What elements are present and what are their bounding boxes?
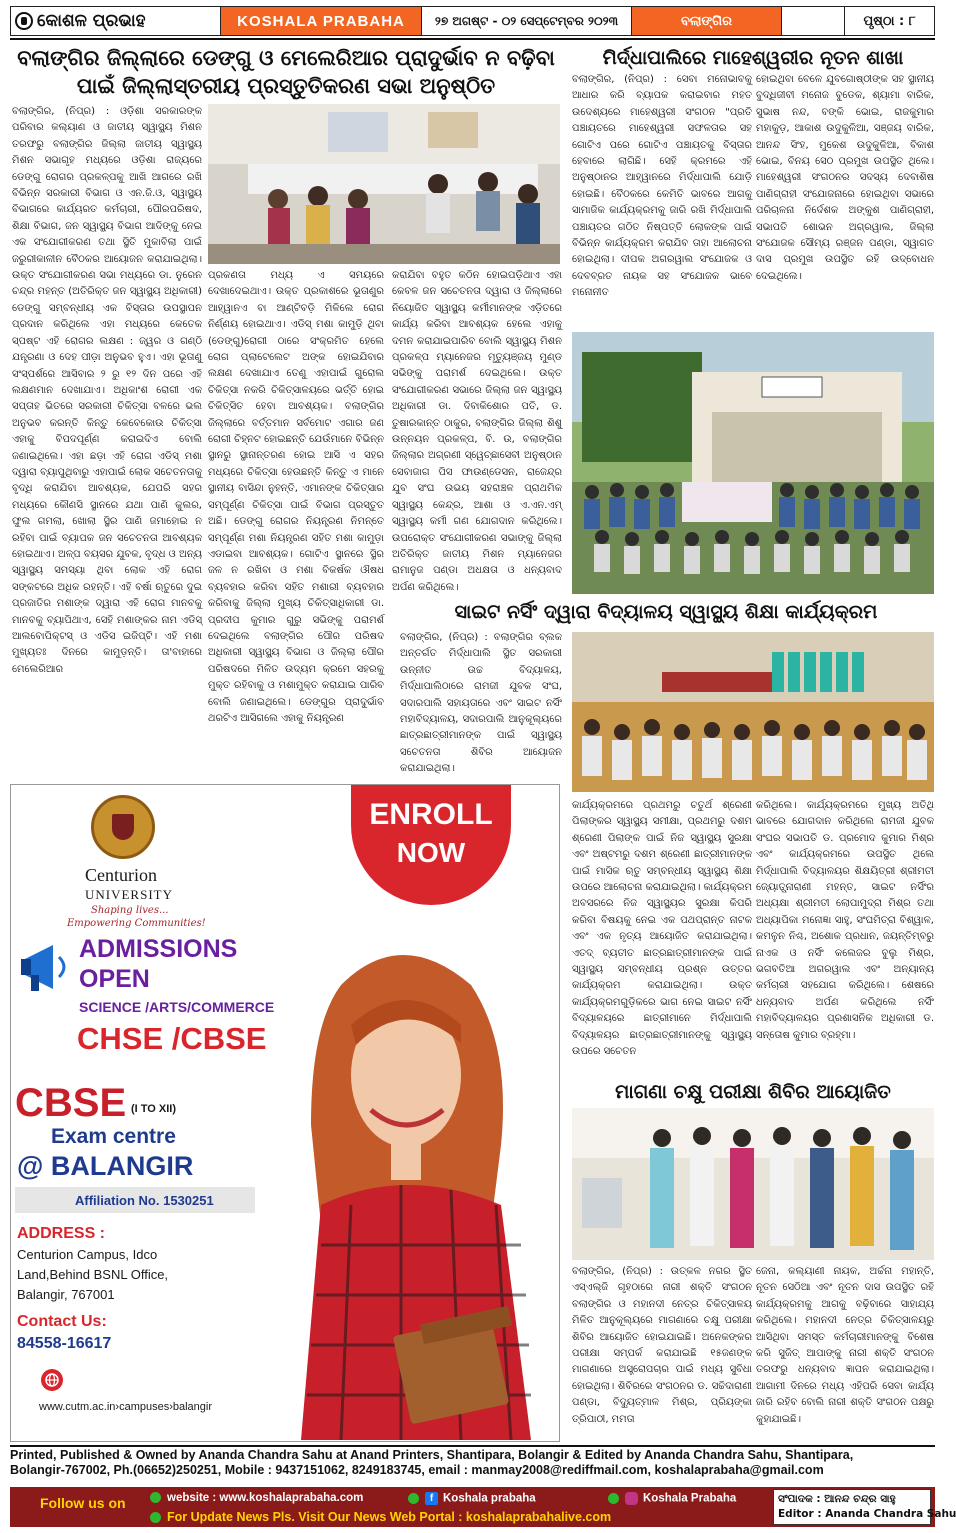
article3-intro: ବଲାଙ୍ଗିର, (ନିପ୍ର) : ବଲାଙ୍ଗିର ବ୍ଲକ ଅନ୍ତର୍ଗତ ମିର୍ଦ୍ଧାପାଲି ସ୍ଥିତ ସରକାରୀ ଉନ୍ନୀତ ଉଚ୍ଚ ବିଦ୍ୟାଳୟ, ମିର୍ଦ୍ଧାପାଲିଠାରେ ରାମଜୀ ଯୁବକ ସଂଘ, ସଦାରପାଲି ସହାୟତାରେ ଏବଂ ସାଇଟ ନର୍ସିଂ ମହାବିଦ୍ୟାଳୟ, ସଦାରପାଲି ଆନୁକୂଲ୍ୟରେ ଛାତ୍ରଛାତ୍ରୀମାନଙ୍କ ପାଇଁ ସ୍ୱାସ୍ଥ୍ୟ ସଚେତନତା ଶିବିର ଆୟୋଜନ କରାଯାଇଥିଲା। bbox=[400, 632, 562, 775]
bullet-icon bbox=[408, 1493, 419, 1504]
page-number: ପୃଷ୍ଠା : ୮ bbox=[844, 7, 934, 35]
logo-icon bbox=[15, 12, 33, 30]
newspaper-name: KOSHALA PRABAHA bbox=[221, 7, 421, 35]
university-crest-icon bbox=[91, 795, 155, 859]
masthead-spacer bbox=[781, 7, 844, 35]
article1-meeting-photo bbox=[208, 104, 560, 264]
footer-portal-text: For Update News Pls. Visit Our News Web Portal : koshalaprabahalive.com bbox=[167, 1510, 612, 1524]
article1-column3: କରାଯିବା ବହୁତ କଠିନ ହୋଇପଡ଼ିଥାଏ ଏହା କେବଳ ଜନ ସଚେତନତା ଦ୍ୱାରା ଓ ଜିଲ୍ଲାରେ ନିୟୋଜିତ ସ୍ୱାସ୍ଥ୍ୟ କର୍ମୀମାନଙ୍କ ଏଡ଼ିତରେ କାର୍ଯ୍ୟ କରିବା ଆବଶ୍ୟକ ହେଲେ ଏହାକୁ ଦମନ କରାଯାଇପାରିବ ବୋଲି ସ୍ୱାସ୍ଥ୍ୟ ମିଶନ ପ୍ରକଳ୍ପ ମ୍ୟାନେଜର ମୃତ୍ୟୁଞ୍ଜୟ ମୁଣ୍ଡ ସଭିଙ୍କୁ ପରାମର୍ଶ ଦେଇଥିଲେ। ଉକ୍ତ ସଂଯୋଗୀକରଣ ସଭାରେ ଜିଲ୍ଲା ଜନ ସ୍ୱାସ୍ଥ୍ୟ ଅଧିକାରୀ ଡା. ଦିବାକିଶୋର ପତି, ଡ. ତୁଷାରକାନ୍ତ ଠାକୁର, ବଲାଙ୍ଗିର ଜିଲ୍ଲା ଶିଶୁ ଉନ୍ନୟନ ପ୍ରକଳ୍ପ, ବି. ଉ, ବଲାଙ୍ଗିର ଜିଲ୍ଲାର ଅଗ୍ରଣୀ ସ୍ୱେଚ୍ଛାସେବୀ ଅନୁଷ୍ଠାନ ସେବାଜାଗ ପିସ ଫାଉଣ୍ଡେସନ, ରାଜେନ୍ଦ୍ର ଯୁବ ସଂଘ ଉଭୟ ସହରାଞ୍ଚଳ ପ୍ରାଥମିକ ସ୍ୱାସ୍ଥ୍ୟ କେନ୍ଦ୍ର, ଆଶା ଓ ଏ.ଏନ.ଏମ୍ ସ୍ୱାସ୍ଥ୍ୟ କର୍ମୀ ଗଣ ଯୋଗଦାନ କରିଥିଲେ। ଉପରୋକ୍ତ ସଂଯୋଗୀକରଣ ସଭାଙ୍କୁ ଜିଲ୍ଲା ଅତିରିକ୍ତ ଜାତୀୟ ମିଶନ ମ୍ୟାନେଜର ରାମାନୁଜ ପଣ୍ଡା ଅଧକ୍ଷତା ଓ ଧନ୍ୟବାଦ ଅର୍ପଣ କରିଥିଲେ। bbox=[392, 270, 562, 593]
ad-university-word: UNIVERSITY bbox=[85, 887, 173, 902]
centurion-university-ad[interactable] bbox=[10, 784, 560, 1442]
article3-column1: କାର୍ଯ୍ୟକ୍ରମରେ ପ୍ରଥମରୁ ଚତୁର୍ଥ ଶ୍ରେଣୀ ପିଲାଙ୍କର ସ୍ୱାସ୍ଥ୍ୟ ସମୀକ୍ଷା, ପ୍ରଥମରୁ ଦଶମ ଶ୍ରେଣୀ ପିଲାଙ୍କ ପାଇଁ ନିଜ ସ୍ୱାସ୍ଥ୍ୟ ସୁରକ୍ଷା ଏବଂ ଅଷ୍ଟମରୁ ଦଶମ ଶ୍ରେଣୀ ଛାତ୍ରୀମାନଙ୍କ ପାଇଁ ମାସିକ ଋତୁ ସମ୍ବନ୍ଧୀୟ ସ୍ୱାସ୍ଥ୍ୟ ଶିକ୍ଷା ଉପରେ ଆଲୋଚନା କରାଯାଇଥିଲା। କାର୍ଯ୍ୟକ୍ରମ ଅବସରରେ ନିଜ ସ୍ୱାସ୍ଥ୍ୟର ସୁରକ୍ଷା କିପରି କରିବା ବିଷୟକୁ ନେଇ ଏକ ପଥପ୍ରାନ୍ତ ନାଟକ ଏବଂ ଏକ ନୃତ୍ୟ ଆୟୋଜିତ କରାଯାଇଥିଲା। ଏତଦ୍ ବ୍ୟତୀତ ଛାତ୍ରଛାତ୍ରୀମାନଙ୍କ ପାଇଁ ସ୍ୱାସ୍ଥ୍ୟ ସମ୍ବନ୍ଧୀୟ ପ୍ରଶ୍ନ ଉତ୍ତର କାର୍ଯ୍ୟକ୍ରମ କରାଯାଇଥିଲା। ଉକ୍ତ କାର୍ଯ୍ୟକ୍ରମଗୁଡ଼ିକରେ ଭାଗ ନେଇ ସାଇଟ ନର୍ସିଂ ବିଦ୍ୟାଳୟରେ ଛାତ୍ରୀମାନେ ମିର୍ଦ୍ଧାପାଲି ବିଦ୍ୟାଳୟର ଛାତ୍ରଛାତ୍ରୀମାନଙ୍କୁ ସ୍ୱାସ୍ଥ୍ୟ ଉପରେ ସଚେତନ bbox=[572, 800, 752, 1058]
ad-university-name: Centurion bbox=[85, 865, 157, 885]
masthead-rule bbox=[10, 38, 935, 40]
ad-contact-phone[interactable]: 84558-16617 bbox=[17, 1335, 112, 1352]
ad-contact-label: Contact Us: bbox=[17, 1313, 107, 1330]
imprint-line2: Bolangir-767002, Ph.(06652)250251, Mobile : 9437151062, 8249183745, email : manmay2008@rediffmail.com, koshalaprabaha@gmail.com bbox=[10, 1463, 824, 1477]
article4-column2: ଜେନା, କଲ୍ୟାଣୀ ନାୟକ, ଅର୍ଚ୍ଚନା ମହାନ୍ତି, ନୂତନ ସେଠିଆ ଏବଂ ନୂତନ ଦାସ ଉପସ୍ଥିତ ରହି କାର୍ଯ୍ୟକ୍ରମକୁ ଆଗକୁ ବଢ଼ିବାରେ ସାହାଯ୍ୟ କରିଥିଲେ। ମହାନଦୀ ନେତ୍ର ଚିକିତ୍ସାଳୟରୁ ଆସିଥିବା ସମସ୍ତ କର୍ମଚାରୀମାନଙ୍କୁ ବିଶେଷ କରି ସୁଜିତ୍ ଆପାଙ୍କୁ ନାରୀ ଶକ୍ତି ସଂଗଠନ ତରଫରୁ ଧନ୍ୟବାଦ ଜ୍ଞାପନ କରାଯାଇଥିଲା। ଆଗାମୀ ଦିନରେ ମଧ୍ୟ ଏହିପରି ସେବା କାର୍ଯ୍ୟ ଜାରି ରହିବ ବୋଲି ନାରୀ ଶକ୍ତି ସଂଗଠନ ପକ୍ଷରୁ କୁହାଯାଇଛି। bbox=[756, 1266, 934, 1425]
article4-column1: ବଲାଙ୍ଗିର, (ନିପ୍ର) : ଉତ୍କଳ ନଗର ସ୍ଥିତ ଏସ୍‌ଏଲ୍‌ଜି ଗୃହଠାରେ ନାରୀ ଶକ୍ତି ସଂଗଠନ ବଲାଙ୍ଗିର ଓ ମହାନଦୀ ନେତ୍ର ଚିକିତ୍ସାଳୟ ମିଳିତ ଆନୁକୂଲ୍ୟରେ ମାଗଣାରେ ଚକ୍ଷୁ ପରୀକ୍ଷା ଶିବିର ଆୟୋଜିତ ହୋଇଯାଇଛି। ଅନେକଙ୍କର ପରୀକ୍ଷା ସମ୍ପର୍କ କରାଯାଇଛି ୧୫ଜଣଙ୍କ ମାଗଣାରେ ଅସ୍ତ୍ରୋପଚାର ପାଇଁ ମଧ୍ୟ ସୁବିଧା ହୋଇଥିଲା। ଶିବିରରେ ସଂଗଠନର ଡ. ସଚ୍ଚିଦାରାଣୀ ପଣ୍ଡା, ବିଦ୍ୟୁତ୍‌ମାଳ ମିଶ୍ର, ପ୍ରିୟଙ୍କା ତ୍ରିପାଠୀ, ମମତା bbox=[572, 1266, 752, 1425]
footer-instagram-link[interactable] bbox=[608, 1492, 736, 1505]
ad-streams: SCIENCE /ARTS/COMMERCE bbox=[79, 999, 275, 1015]
enroll-label: ENROLL bbox=[369, 798, 493, 831]
ad-at-city: @ BALANGIR bbox=[17, 1151, 194, 1181]
footer-portal-link[interactable] bbox=[150, 1510, 611, 1524]
editor-box bbox=[773, 1489, 956, 1525]
editor-odia: ସଂପାଦକ : ଆନନ୍ଦ ଚନ୍ଦ୍ର ସାହୁ bbox=[778, 1493, 896, 1505]
imprint-line1: Printed, Published & Owned by Ananda Chandra Sahu at Anand Printers, Shantipara, Bolangir & Edited by Ananda Chandra Sahu, Shantipara, bbox=[10, 1448, 854, 1462]
ad-affiliation: Affiliation No. 1530251 bbox=[75, 1193, 214, 1208]
article1-headline: ବଲାଙ୍ଗିର ଜିଲ୍ଲାରେ ଡେଙ୍ଗୁ ଓ ମେଲେରିଆର ପ୍ରାଦୁର୍ଭାବ ନ ବଢ଼ିବା ପାଇଁ ଜିଲ୍ଲାସ୍ତରୀୟ ପ୍ରସ୍ତୁତିକରଣ ସଭା ଅନୁଷ୍ଠିତ bbox=[17, 46, 555, 98]
globe-icon bbox=[41, 1369, 63, 1391]
footer-facebook-text: Koshala prabaha bbox=[443, 1492, 536, 1505]
follow-us-label: Follow us on bbox=[40, 1495, 126, 1511]
article3-headline: ସାଇଟ ନର୍ସିଂ ଦ୍ୱାରା ବିଦ୍ୟାଳୟ ସ୍ୱାସ୍ଥ୍ୟ ଶିକ୍ଷା କାର୍ଯ୍ୟକ୍ରମ bbox=[454, 601, 878, 623]
article2-column2: ହୋଇଥିବା ବେଳେ ଯୁବଗୋଷ୍ଠୀଙ୍କ ସହ ସ୍ଥାନୀୟ ବୁଦ୍ଧିଜୀବୀ ମନୋଜ ବୁଡେକ, ଶ୍ୟାମା ବାରିକ, ସୁଭାଷ ନନ୍ଦ, ବଙ୍କି ଭୋଇ, ରାଜକୁମାର ମହାକୁଡ଼, ଆକାଶ ଉଦୁକୁଳିଆ, ସଞ୍ଜୟ ବାରିକ, ଆନନ୍ଦ ସିଂହ, ମୁକେଶ ଉଦୁକୁଳିଆ, ବିକାଶ ଭୋଇ, ବିନୟ ସେଠ ପ୍ରମୁଖ ଉପସ୍ଥିତ ଥିଲେ। ମାହେଶ୍ୱରୀ ସଂଗଠନର ସଦସ୍ୟ ଦେବାଶିଷ ପାଣିଗ୍ରାହୀ ସଂଯୋଜନାରେ ହୋଇଥିବା ସଭାରେ ପରିଚାଳନା ନିର୍ଦେଶକ ଅଙ୍କୁଶ ପାଣିଗ୍ରାହୀ, ସଭାପତି ଶୋଭନ ଅଗ୍ରୱାଲ, ଜିଲ୍ଲା ସଂଯୋଜକ ସୌମ୍ୟ ରଞ୍ଜନ ପଣ୍ଡା, ସ୍ୱାଗତ ଦାସ ପ୍ରମୁଖ ଉପସ୍ଥିତ ରହି ଉଦ୍‌ବୋଧନ ଦେଇଥିଲେ। bbox=[756, 74, 934, 282]
newspaper-logo bbox=[11, 7, 221, 35]
edition-place: ବଲାଙ୍ଗିର bbox=[631, 7, 781, 35]
footer-website-text: website : www.koshalaprabaha.com bbox=[167, 1492, 364, 1504]
article1-column1: ବଲାଙ୍ଗିର, (ନିପ୍ର) : ଓଡ଼ିଶା ସରକାରଙ୍କ ପରିବାର କଲ୍ୟାଣ ଓ ଜାତୀୟ ସ୍ୱାସ୍ଥ୍ୟ ମିଶନ ତରଫରୁ ବଲାଙ୍ଗିର ଜିଲ୍ଲା ଜାତୀୟ ସ୍ୱାସ୍ଥ୍ୟ ମିଶନ ସଭାଗୃହ ମଧ୍ୟରେ ଓଡ଼ିଶା ରାଜ୍ୟରେ ଡେଙ୍ଗୁ ରୋଗର ପ୍ରକଳ୍ପକୁ ଆଖି ଆଗରେ ରଖି ବିଭିନ୍ନ ସରକାରୀ ବିଭାଗ ଓ ଏନ.ଜି.ଓ, ସ୍ୱାସ୍ଥ୍ୟ ବିଭାଗରେ କାର୍ଯ୍ୟରତ କର୍ମଚାରୀ, ପୌରପରିଷଦ, ଶିକ୍ଷା ବିଭାଗ, ଜନ ସ୍ୱାସ୍ଥ୍ୟ ବିଭାଗ ଆଦିଙ୍କୁ ନେଇ ଏକ ସଂଯୋଗୀକରଣ ତଥା ସ୍ଥିତି ମୁକାବିଲା ପାଇଁ ଜରୁରୀକାଳୀନ ବୈଠକର ଆୟୋଜନ କରାଯାଇଥିଲା। ଉକ୍ତ ସଂଯୋଗୀକରଣ ସଭା ମଧ୍ୟରେ ଡା. ନୁରେନ ଚନ୍ଦ୍ର ମହନ୍ତ (ଅତିରିକ୍ତ ଜନ ସ୍ୱାସ୍ଥ୍ୟ ଅଧିକାରୀ) ଡେଙ୍ଗୁ ସମ୍ବନ୍ଧୀୟ ଏକ ବିସ୍ତାର ଉପସ୍ଥାପନ ପ୍ରଦାନ କରିଥିଲେ ଏହା ମଧ୍ୟରେ କେତେକ ସ୍ପଷ୍ଟ ଏହି ରୋଗର ଲକ୍ଷଣ : ଜ୍ୱର ଓ ଗଣ୍ଠି ଯନ୍ତ୍ରଣା ଓ ଦେହ ପୀଡ଼ା ଅନୁଭବ ହୁଏ। ଏହା ଭୂତାଣୁ ସଂସ୍ପର୍ଶରେ ଆସିବାର ୨ ରୁ ୧୨ ଦିନ ପରେ ଏହି ଲକ୍ଷଣମାନ ଦେଖାଯାଏ। ଅଧିକାଂଶ ରୋଗୀ ଏକ ସପ୍ତାହ ଭିତରେ ସରକାରୀ ଚିକିତ୍ସା ବଳରେ ଭଲ ଅନୁଭବ କରନ୍ତି କିନ୍ତୁ କେବେକୋଉ ଚିକିତ୍ସା ଏହାକୁ ବିପଦପୂର୍ଣ୍ଣ କରାଇଦିଏ ବୋଲି ଜଣାଇଥିଲେ। ଏହା ଛଡ଼ା ଏହି ରୋଗ ଏଡିସ୍ ମଶା ଦ୍ୱାରା ବ୍ୟାପୁଥିବାରୁ ଏହାପାଇଁ ଲୋକ ସଚେତନତାକୁ ବୃଦ୍ଧି କରାଯିବା ଆବଶ୍ୟକ, ଯେପରି ସହର ମଧ୍ୟରେ କୌଣସି ସ୍ଥାନରେ ଯଥା ପାଣି କୁଲର, ଫୁଲ ଗମଲା, ଖୋଲା ସ୍ଥିର ପାଣି ଜମାହୋଇ ନ ରହିବା ପାଇଁ ବ୍ୟାପକ ଜନ ସଚେତନତା ଆବଶ୍ୟକ ହୋଇଥାଏ। ଅଳ୍ପ ବୟସର ଯୁବକ, ବୃଦ୍ଧ ଓ ଅନ୍ୟ ସ୍ୱାସ୍ଥ୍ୟ ସମସ୍ୟା ଥିବା ଲୋକ ଏହି ରୋଗ ସଙ୍କଟରେ ଅଧିକ ରହନ୍ତି। ଏହି ବର୍ଷା ଋତୁରେ ଦୁଇ ପ୍ରଜାତିର ମଶାଙ୍କ ଦ୍ୱାରା ଏହି ରୋଗ ମାନବକୁ ମାନବକୁ ବ୍ୟାପିଥାଏ, ସେହି ମଶାଙ୍କର ନାମ ଏଡିସ୍ ଆଲବୋପିକ୍ଟସ୍ ଓ ଏଡିସ ଇଜିପ୍ଟି। ଏହି ମଶା ମୁଖ୍ୟତଃ ଦିନରେ କାମୁଡ଼ନ୍ତି। ତା'ବାହାରେ ମେଲେରିଆର bbox=[12, 106, 202, 675]
issue-date: ୨୭ ଅଗଷ୍ଟ - ୦୨ ସେପ୍ଟେମ୍ବର ୨୦୨୩ bbox=[421, 7, 631, 35]
article2-column1: ବଲାଙ୍ଗିର, (ନିପ୍ର) : ସେବା ମନୋଭାବକୁ ଆଧାର କରି ବ୍ୟାପକ କରାଇବାର ମହତ ଉଦେଶ୍ୟରେ ମାହେଶ୍ୱରୀ ସଂଗଠନ "ପ୍ରତି ପଞ୍ଚାୟତରେ ମାହେଶ୍ୱରୀ ସଫଳତାର ସହ ଗୋଟିଏ ପରେ ଗୋଟିଏ ପଞ୍ଚାୟତକୁ ବିସ୍ତାର ହେବାରେ ଲାଗିଛି। ସେହି କ୍ରମରେ ଏହି ଅନୁଷ୍ଠାନର ଆହ୍ୱାନରେ ମିର୍ଦ୍ଧାପାଲି ଯୋଡ଼ି ହୋଇଛି। ବୈଠକରେ କେମିତି ଭାବରେ ଆଗକୁ ସାମାଜିକ କାର୍ଯ୍ୟକ୍ରମକୁ ଜାରି ରଖି ମିର୍ଦ୍ଧାପାଲି ପଞ୍ଚାୟତର ଗଠିତ ନିଷ୍ପତ୍ତି ଲୋକଙ୍କ ପାଇଁ ବିଭିନ୍ନ କାର୍ଯ୍ୟକ୍ରମ କରାଯିବ ତାହା ଆଲୋଚନା ହୋଇଥିଲା। ଦୀପକ ଅଗରୱାଲ ସଂଯୋଜକ ଓ ଦେବବ୍ରତ ନାୟକ ସହ ସଂଯୋଜକ ଭାବେ ମନୋନୀତ bbox=[572, 74, 752, 299]
ad-address-label: ADDRESS : bbox=[17, 1225, 106, 1242]
ad-cbse: CBSE bbox=[15, 1081, 127, 1125]
logo-text: କୋଶଳ ପ୍ରଭାହ bbox=[37, 11, 146, 31]
article1-column2: ପ୍ରକଣତା ମଧ୍ୟ ଏ ସମୟରେ ଦେଖାଦେଇଥାଏ। ଉକ୍ତ ପ୍ରକାଶରେ ଭୂତାଣୁର ଆହ୍ୱାନଏ ବା ଆଣ୍ଟିବଡ଼ି ମିଳିଲେ ରୋଗ ନିର୍ଣ୍ଣୟ ହୋଇଥାଏ। ଏଡିସ୍ ମଶା କାମୁଡ଼ି ଥିବା (ଡେଙ୍ଗୁ)ରୋଗୀ ଠାରେ ସଂକ୍ରମିତ ହେଲେ ରୋଗ ପ୍ଲାଟେଲେଟ ଅଙ୍କ ହୋଇଯିବାର ଲକ୍ଷଣ ଦେଖାଯାଏ ତେଣୁ ଏହାପାଇଁ ଗୁରୋଲ ଚିକିତ୍ସା ନକରି ଚିକିତ୍ସାଳୟରେ ଭର୍ତ୍ତି ହୋଇ ଚିକିତ୍ସିତ ହେବା ଆବଶ୍ୟକ। ବଲାଙ୍ଗିର ଜିଲ୍ଲାରେ ବର୍ତ୍ତମାନ ସର୍ବମୋଟ ଏଗାର ଜଣ ରୋଗୀ ଚିହ୍ନଟ ହୋଇଛନ୍ତି ଯେଉଁମାନେ ବିଭିନ୍ନ ସ୍ଥାନରୁ ସ୍ଥାନାନ୍ତରଣ ହୋଇ ଆସି ଏ ସହର ମଧ୍ୟରେ ଚିକିତ୍ସା ହେଉଛନ୍ତି କିନ୍ତୁ ଏ ମାନେ ସ୍ଥାନୀୟ ବାସିନ୍ଦା ନୁହନ୍ତି, ଏମାନଙ୍କ ଚିକିତ୍ସାର ସମ୍ପୂର୍ଣ୍ଣ ଚିକିତ୍ସା ପାଇଁ ବିଭାଗ ପ୍ରସ୍ତୁତ ଅଛି। ଡେଙ୍ଗୁ ରୋଗର ନିୟନ୍ତ୍ରଣ ନିମନ୍ତେ ସମ୍ପୂର୍ଣ୍ଣ ମଶା ନିୟନ୍ତ୍ରଣ ସହିତ ମଶା କାମୁଡ଼ା ଏଡାଇବା ଆବଶ୍ୟକ। ଗୋଟିଏ ସ୍ଥାନରେ ସ୍ଥିର ଜଳ ନ ରଖିବା ଓ ମଶା ବିକର୍ଷକ ଔଷଧ ବ୍ୟବହାର କରିବା ସହିତ ମଶାରୀ ବ୍ୟବହାର କରିବାକୁ ଜିଲ୍ଲା ମୁଖ୍ୟ ଚିକିତ୍ସାଧିକାରୀ ଡା. ପ୍ରଦୀପ କୁମାର ଗୁରୁ ସଭିଙ୍କୁ ପରାମର୍ଶ ଦେଇଥିଲେ ବଲାଙ୍ଗିର ପୌର ପରିଷଦ ଅଧିକାରୀ ସ୍ୱାସ୍ଥ୍ୟ ବିଭାଗ ଓ ଜିଲ୍ଲା ପୌର ପରିଷଦରେ ମିଳିତ ଉଦ୍ୟମ କ୍ରମେ ସହରକୁ ମୁକ୍ତ ରହିବାକୁ ଓ ମଶାମୁକ୍ତ କରାଯାଇ ପାରିବ ବୋଲି ଜଣାଇଥିଲେ। ଡେଙ୍ଗୁର ପ୍ରାଦୁର୍ଭାବ ଥରଟିଏ ଆସିଗଲେ ଏହାକୁ ନିୟନ୍ତ୍ରଣ bbox=[208, 270, 384, 724]
bullet-icon bbox=[150, 1512, 161, 1523]
facebook-icon: f bbox=[425, 1492, 438, 1505]
footer-facebook-link[interactable] bbox=[408, 1492, 536, 1505]
bullet-icon bbox=[150, 1492, 161, 1503]
ad-website[interactable]: www.cutm.ac.in›campuses›balangir bbox=[39, 1401, 213, 1413]
ad-boards: CHSE /CBSE bbox=[77, 1021, 267, 1056]
ad-address-line3: Balangir, 767001 bbox=[17, 1287, 115, 1302]
footer-rule bbox=[10, 1445, 935, 1447]
ad-exam-centre: Exam centre bbox=[51, 1125, 176, 1148]
megaphone-icon bbox=[19, 937, 75, 997]
editor-english: Editor : Ananda Chandra Sahu bbox=[778, 1508, 956, 1520]
now-label: NOW bbox=[396, 837, 466, 868]
imprint bbox=[10, 1448, 935, 1488]
ad-tagline2: Empowering Communities! bbox=[67, 918, 206, 929]
enroll-now-badge[interactable] bbox=[351, 785, 511, 905]
footer-website-link[interactable] bbox=[150, 1492, 363, 1504]
article4-eye-camp-photo bbox=[572, 1108, 934, 1260]
footer-bar bbox=[10, 1487, 956, 1527]
ad-tagline1: Shaping lives... bbox=[91, 905, 169, 916]
ad-open: OPEN bbox=[79, 965, 150, 993]
ad-cbse-range: (I TO XII) bbox=[131, 1103, 177, 1115]
article2-group-photo bbox=[572, 332, 934, 594]
ad-student-illustration bbox=[261, 925, 557, 1440]
ad-admissions: ADMISSIONS bbox=[79, 935, 238, 963]
article3-column2: କରିଥିଲେ। କାର୍ଯ୍ୟକ୍ରମରେ ମୁଖ୍ୟ ଅତିଥି ଭାବରେ ଯୋଗଦାନ କରିଥିଲେ ରାମଜୀ ଯୁବକ ସଂଘର ସଭାପତି ଡ. ପ୍ରମୋଦ କୁମାର ମିଶ୍ର ଏବଂ କାର୍ଯ୍ୟକ୍ରମରେ ଉପସ୍ଥିତ ଥିଲେ ମିର୍ଦ୍ଧାପାଲି ବିଦ୍ୟାଳୟର ଶିକ୍ଷୟିତ୍ରୀ ଶ୍ରୀମତୀ ଜ୍ୟୋତ୍ସ୍ନାରାଣୀ ମହନ୍ତ, ସାଇଟ ନର୍ସିଂର ଅଧ୍ୟକ୍ଷା ଶ୍ରୀମତୀ ଲୋପାମୁଦ୍ରା ମିଶ୍ର ତଥା ଅଧ୍ୟାପିକା ମନୋଜ୍ଞା ସାହୁ, ସଂଘମିତ୍ରା ବିଶ୍ୱାଳ, କମଳୁନ ନିଶ୍ଚ, ଅଶୋକ ପ୍ରଧାନ, ଜୟନ୍ତିମ୍ବରୁ ନାଏକ ଓ ନର୍ସିଂ କଲେଜର ବୁଲୁ ମିଶ୍ର, ଭଗବତିଆ ଅଗରୱାଲ ଏବଂ ଅନ୍ୟାନ୍ୟ କର୍ମଚାରୀ ସହଯୋଗ କରିଥିଲେ। ଶେଷରେ ଧନ୍ୟବାଦ ଅର୍ପଣ କରିଥିଲେ ନର୍ସିଂ ମହାବିଦ୍ୟାଳୟର ପ୍ରଶାସନିକ ଅଧିକାରୀ ଡ. ସନ୍ତୋଷ କୁମାର ବ୍ରହ୍ମା। bbox=[756, 800, 934, 1041]
ad-address-line1: Centurion Campus, Idco bbox=[17, 1247, 158, 1262]
article4-headline: ମାଗଣା ଚକ୍ଷୁ ପରୀକ୍ଷା ଶିବିର ଆୟୋଜିତ bbox=[615, 1081, 891, 1103]
ad-address-line2: Land,Behind BSNL Office, bbox=[17, 1267, 169, 1282]
footer-instagram-text: Koshala Prabaha bbox=[643, 1492, 737, 1505]
article3-school-photo bbox=[572, 632, 934, 792]
article2-headline: ମିର୍ଦ୍ଧାପାଲିରେ ମାହେଶ୍ୱରୀର ନୂତନ ଶାଖା bbox=[602, 47, 904, 69]
bullet-icon bbox=[608, 1493, 619, 1504]
instagram-icon bbox=[625, 1492, 638, 1505]
masthead bbox=[10, 6, 935, 36]
